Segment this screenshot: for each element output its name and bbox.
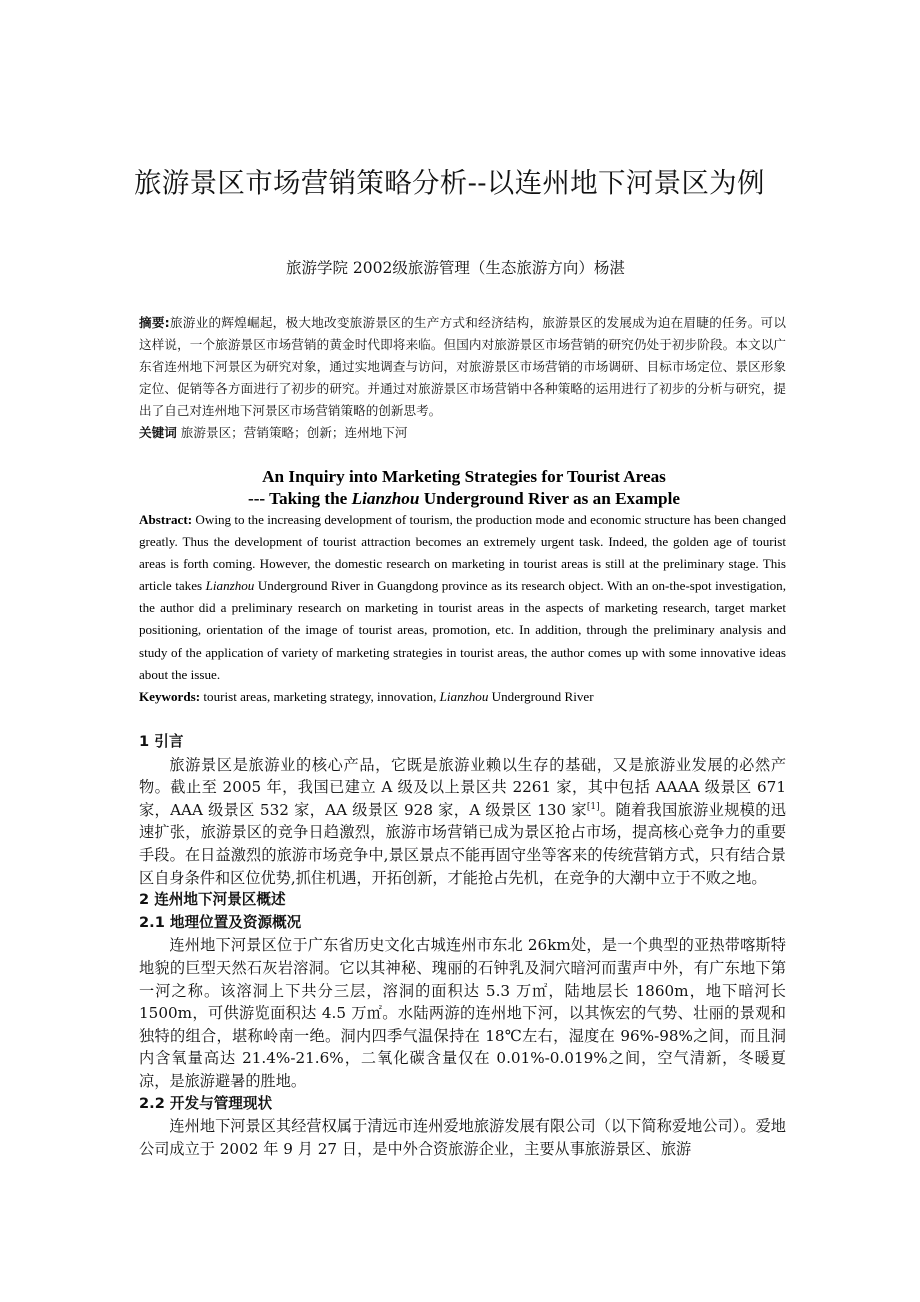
section-2-2-heading: 2.2 开发与管理现状: [139, 1094, 273, 1112]
citation-ref: [1]: [586, 801, 600, 812]
english-abstract-part-1: Owing to the increasing development of tourism, the production mode and economic structure has been changed greatly. Thus the development of tourist attraction becomes an extremely urgent task. Indeed, the golden age of tourist areas is forth coming. However, the domestic research on marketing in tourist areas is still at the preliminary stage. This article takes: [139, 512, 786, 594]
chinese-keywords: [139, 422, 786, 444]
section-1-paragraph: [139, 754, 786, 890]
english-title-prefix: --- Taking the: [247, 489, 352, 508]
paper-title-english: [134, 466, 794, 510]
english-abstract-label: Abstract:: [139, 512, 193, 527]
english-title-italic: Lianzhou: [351, 489, 420, 508]
chinese-abstract: [139, 312, 786, 422]
english-keywords-italic: Lianzhou: [439, 689, 489, 704]
section-2-1-paragraph: 连州地下河景区位于广东省历史文化古城连州市东北 26km处，是一个典型的亚热带喀斯特地貌的巨型天然石灰岩溶洞。它以其神秘、瑰丽的石钟乳及洞穴暗河而蜚声中外，有广东地下第一河之称。该溶洞上下共分三层，溶洞的面积达 5.3 万㎡，陆地层长 1860m，地下暗河长 1500m，可供游览面积达 4.5 万㎡。水陆两游的连州地下河，以其恢宏的气势、壮丽的景观和独特的组合，堪称岭南一绝。洞内四季气温保持在 18℃左右，湿度在 96%-98%之间，而且洞内含氧量高达 21.4%-21.6%，二氧化碳含量仅在 0.01%-0.019%之间，空气清新，冬暖夏凉，是旅游避暑的胜地。: [139, 936, 786, 1090]
section-1-text-a: 旅游景区是旅游业的核心产品，它既是旅游业赖以生存的基础，又是旅游业发展的必然产物。截止至 2005 年，我国已建立 A 级及以上景区共 2261 家，其中包括 AAAA 级景区 671 家，AAA 级景区 532 家，AA 级景区 928 家，A 级景区 130 家: [139, 755, 786, 819]
section-2-heading: 2 连州地下河景区概述: [139, 891, 286, 909]
body-text: [139, 731, 786, 1160]
chinese-keywords-label: 关键词: [139, 425, 177, 440]
english-title-suffix: Underground River as an Example: [419, 489, 681, 508]
chinese-abstract-label: 摘要:: [139, 315, 170, 330]
english-title-line-2: [134, 488, 794, 510]
section-2-1-heading: 2.1 地理位置及资源概况: [139, 913, 302, 931]
chinese-keywords-text: 旅游景区；营销策略；创新；连州地下河: [180, 425, 408, 440]
english-keywords: [139, 686, 786, 708]
english-keywords-suffix: Underground River: [488, 689, 594, 704]
chinese-abstract-text: 旅游业的辉煌崛起，极大地改变旅游景区的生产方式和经济结构，旅游景区的发展成为迫在眉睫的任务。可以这样说，一个旅游景区市场营销的黄金时代即将来临。但国内对旅游景区市场营销的研究仍处于初步阶段。本文以广东省连州地下河景区为研究对象，通过实地调查与访问，对旅游景区市场营销的市场调研、目标市场定位、景区形象定位、促销等各方面进行了初步的研究。并通过对旅游景区市场营销中各种策略的运用进行了初步的分析与研究，提出了自己对连州地下河景区市场营销策略的创新思考。: [139, 315, 786, 418]
author-line: 旅游学院 2002级旅游管理（生态旅游方向）杨湛: [286, 259, 625, 277]
english-title-line-1: An Inquiry into Marketing Strategies for Tourist Areas: [262, 467, 666, 486]
section-1-heading: 1 引言: [139, 733, 184, 750]
english-keywords-label: Keywords:: [139, 689, 201, 704]
english-keywords-text: tourist areas, marketing strategy, innovation,: [200, 689, 440, 704]
english-abstract: [139, 509, 786, 686]
section-2-2-paragraph: 连州地下河景区其经营权属于清远市连州爱地旅游发展有限公司（以下简称爱地公司）。爱地公司成立于 2002 年 9 月 27 日，是中外合资旅游企业，主要从事旅游景区、旅游: [139, 1117, 786, 1158]
english-abstract-part-2: Underground River in Guangdong province as its research object. With an on-the-spot investigation, the author did a preliminary research on marketing in tourist areas in the aspects of marketing research, target market positioning, orientation of the image of tourist areas, promotion, etc. In addition, through the preliminary analysis and study of the application of variety of marketing strategies in tourist areas, the author comes up with some innovative ideas about the issue.: [139, 578, 786, 682]
english-abstract-italic: Lianzhou: [205, 578, 255, 594]
paper-title-chinese: 旅游景区市场营销策略分析--以连州地下河景区为例: [134, 167, 765, 199]
section-1-text-b: 。随着我国旅游业规模的迅速扩张，旅游景区的竞争日趋激烈，旅游市场营销已成为景区抢占市场，提高核心竞争力的重要手段。在日益激烈的旅游市场竞争中,景区景点不能再固守坐等客来的传统营销方式，只有结合景区自身条件和区位优势,抓住机遇，开拓创新，才能抢占先机，在竞争的大潮中立于不败之地。: [139, 800, 786, 887]
